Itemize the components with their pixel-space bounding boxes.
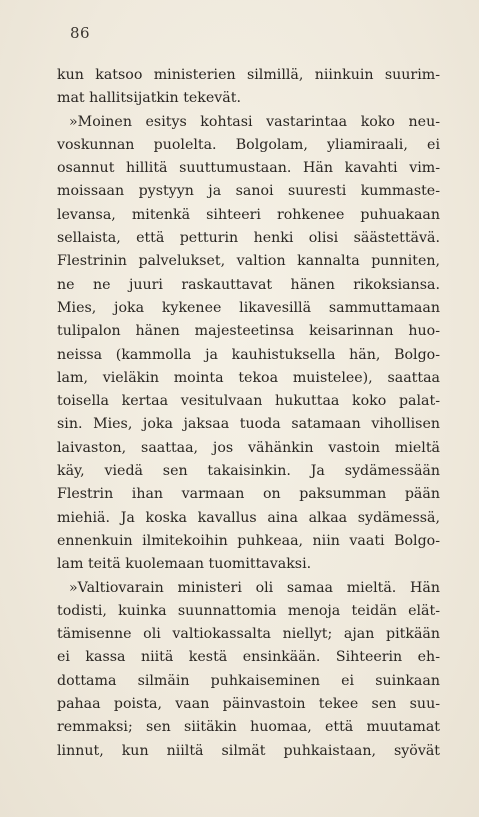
text-line: lam, vieläkin mointa tekoa muistelee), saattaa [57,369,440,386]
page-number: 86 [70,24,91,42]
text-line: Flestrinin palvelukset, valtion kannalta punniten, [57,253,440,270]
text-line: kun katsoo ministerien silmillä, niinkuin suurim- [57,67,440,83]
text-line: ei kassa niitä kestä ensinkään. Sihteerin eh- [57,649,440,666]
text-line: levansa, mitenkä sihteeri rohkenee puhuakaan [57,206,440,223]
text-line: pahaa poista, vaan päinvastoin tekee sen suu- [57,696,440,713]
text-line: moissaan pystyyn ja sanoi suuresti kummaste- [57,183,440,200]
text-line: ennenkuin ilmitekoihin puhkeaa, niin vaati Bolgo- [57,532,440,549]
text-line: mat hallitsijatkin tekevät. [57,90,241,107]
text-line: toisella kertaa vesitulvaan hukuttaa koko palat- [57,393,440,410]
text-line: »Valtiovarain ministeri oli samaa mieltä. Hän [69,579,440,596]
body-text [57,64,440,763]
text-line: laivaston, saattaa, jos vähänkin vastoin mieltä [57,439,440,456]
text-line: dottama silmäin puhkaiseminen ei suinkaan [57,672,440,689]
text-line: miehiä. Ja koska kavallus aina alkaa sydämessä, [57,509,440,526]
text-line: voskunnan puolelta. Bolgolam, yliamiraali, ei [57,136,440,153]
text-line: Mies, joka kykenee likavesillä sammuttamaan [57,299,440,316]
text-line: Flestrin ihan varmaan on paksumman pään [57,486,440,503]
text-line: remmaksi; sen siitäkin huomaa, että muutamat [57,719,440,736]
text-line: tämisenne oli valtiokassalta niellyt; ajan pitkään [57,626,440,643]
text-line: ne ne juuri raskauttavat hänen rikoksiansa. [57,276,440,293]
text-line: sellaista, että petturin henki olisi säästettävä. [57,230,440,247]
text-line: lam teitä kuolemaan tuomittavaksi. [57,556,312,573]
text-line: »Moinen esitys kohtasi vastarintaa koko neu- [69,113,440,130]
text-line: käy, viedä sen takaisinkin. Ja sydämessään [57,463,440,480]
text-line: neissa (kammolla ja kauhistuksella hän, Bolgo- [57,346,440,363]
text-line: linnut, kun niiltä silmät puhkaistaan, syövät [57,742,440,759]
text-line: osannut hillitä suuttumustaan. Hän kavahti vim- [57,160,440,177]
text-line: todisti, kuinka suunnattomia menoja teidän elät- [57,602,440,619]
text-line: tulipalon hänen majesteetinsa keisarinnan huo- [57,323,440,340]
text-line: sin. Mies, joka jaksaa tuoda satamaan vihollisen [57,416,440,433]
